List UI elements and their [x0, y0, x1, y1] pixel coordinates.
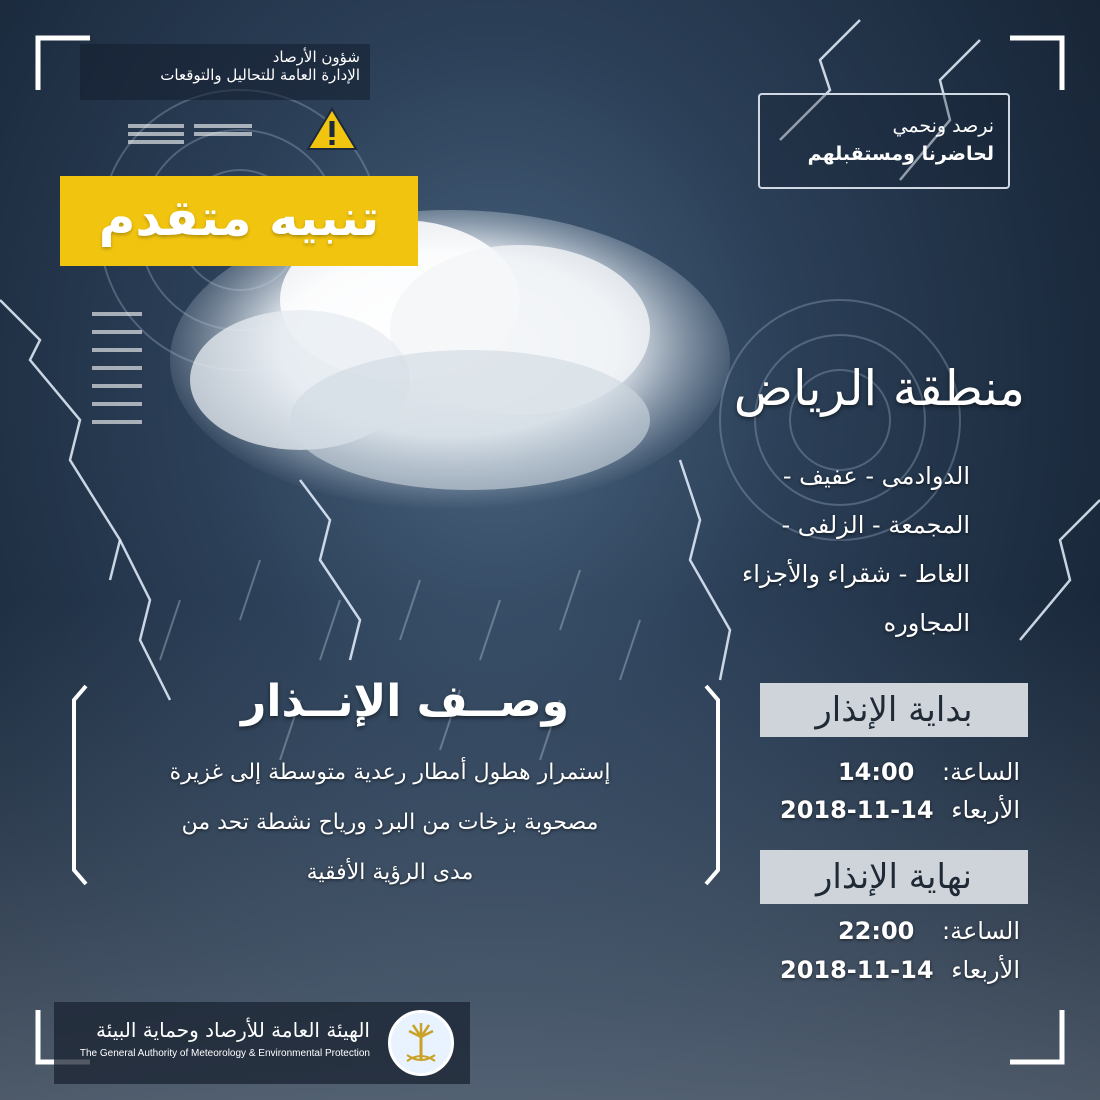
- organization-name-english: The General Authority of Meteorology & Environmental Protection: [79, 1048, 370, 1059]
- description-text: [100, 748, 680, 898]
- start-date-row: [760, 796, 1020, 824]
- end-date-row: [760, 956, 1020, 984]
- alert-title: تنبيه متقدم: [60, 176, 418, 266]
- description-line-2: مصحوبة بزخات من البرد ورياح نشطة تحد من: [181, 810, 599, 835]
- department-subname: الإدارة العامة للتحاليل والتوقعات: [160, 66, 360, 84]
- description-line-3: مدى الرؤية الأفقية: [306, 860, 474, 885]
- description-line-1: إستمرار هطول أمطار رعدية متوسطة إلى غزيرة: [169, 760, 611, 785]
- start-time-row: [760, 758, 1020, 786]
- organization-name-arabic: الهيئة العامة للأرصاد وحماية البيئة: [95, 1018, 370, 1042]
- start-time-label: الساعة:: [942, 758, 1020, 786]
- affected-cities: [680, 452, 970, 648]
- end-label: نهاية الإنذار: [760, 850, 1028, 904]
- end-time-row: [760, 917, 1020, 945]
- end-time: 22:00: [837, 917, 915, 945]
- department-name: شؤون الأرصاد: [272, 48, 360, 66]
- end-day: الأربعاء: [951, 956, 1020, 984]
- department-header: [80, 44, 370, 100]
- start-label: بداية الإنذار: [760, 683, 1028, 737]
- slogan-box: [758, 93, 1010, 189]
- warning-triangle-icon: [306, 106, 358, 152]
- cities-line-4: المجاوره: [883, 609, 970, 637]
- start-date: 14-11-2018: [780, 796, 934, 824]
- cities-line-2: المجمعة - الزلفى -: [781, 511, 970, 539]
- cities-line-3: الغاط - شقراء والأجزاء: [741, 560, 970, 588]
- end-time-label: الساعة:: [942, 917, 1020, 945]
- start-time: 14:00: [837, 758, 915, 786]
- start-day: الأربعاء: [951, 796, 1020, 824]
- palm-swords-logo-icon: [388, 1010, 454, 1076]
- region-name: منطقة الرياض: [733, 360, 1025, 417]
- description-title: وصــف الإنــذار: [241, 676, 569, 727]
- footer-organization: [54, 1002, 470, 1084]
- slogan-line-2: لحاضرنا ومستقبلهم: [807, 143, 994, 165]
- cities-line-1: الدوادمى - عفيف -: [782, 462, 970, 490]
- end-date: 14-11-2018: [780, 956, 934, 984]
- slogan-line-1: نرصد ونحمي: [892, 115, 994, 137]
